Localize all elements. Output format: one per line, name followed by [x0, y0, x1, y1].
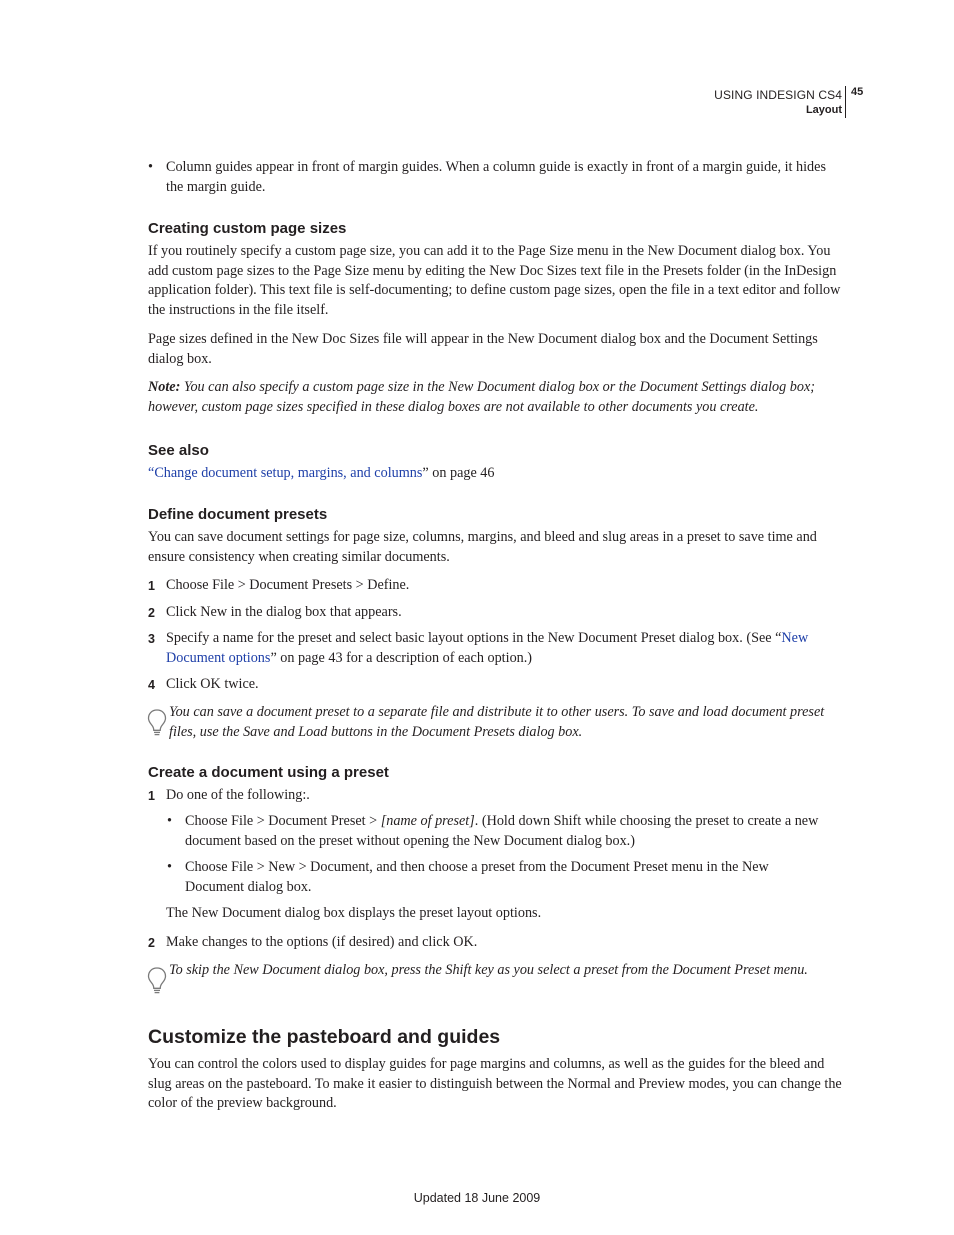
custom-sizes-paragraph-1: If you routinely specify a custom page size, you can add it to the Page Size menu in the New Document dialog box. You add custom page sizes to the Page Size menu by editing the New Doc Sizes text file in the Presets folder (in the InDesign application folder). This text file is self-documenting; to define custom page sizes, open the file in a text editor and follow the instructions in the file itself. — [148, 243, 841, 318]
pasteboard-paragraph: You can control the colors used to display guides for page margins and columns, as well as the guides for the bleed and slug areas on the pasteboard. To make it easier to distinguish between the Normal and Preview modes, you can change the color of the preview background. — [148, 1056, 842, 1112]
step-text: Click OK twice. — [166, 676, 259, 692]
result-text: The New Document dialog box displays the preset layout options. — [166, 905, 542, 921]
custom-sizes-paragraph-2: Page sizes defined in the New Doc Sizes file will appear in the New Document dialog box and the Document Settings dialog box. — [148, 331, 818, 367]
step-text: Click New in the dialog box that appears. — [166, 604, 402, 620]
bullet-marker: • — [148, 159, 153, 175]
see-also-reference — [148, 464, 495, 484]
bullet-1-italic: [name of preset] — [380, 813, 475, 829]
bullet-marker: • — [167, 813, 172, 829]
step-number: 4 — [148, 678, 155, 692]
heading-custom-page-sizes: Creating custom page sizes — [148, 220, 347, 237]
custom-sizes-note — [148, 378, 842, 417]
heading-customize-pasteboard: Customize the pasteboard and guides — [148, 1026, 501, 1048]
header-divider — [845, 86, 846, 118]
see-also-open-quote: “ — [148, 465, 155, 481]
new-document-options-link[interactable]: New — [781, 630, 809, 646]
running-header-section: Layout — [805, 104, 842, 116]
tip-text: To skip the New Document dialog box, press the Shift key as you select a preset from the Document Preset menu. — [169, 962, 808, 978]
tip-text: You can save a document preset to a separate file and distribute it to other users. To save and load document preset files, use the Save and Load buttons in the Document Presets dialog box. — [169, 704, 825, 740]
new-document-options-link[interactable]: Document options — [166, 649, 271, 666]
page-number: 45 — [851, 86, 864, 98]
see-also-link[interactable]: Change document setup, margins, and columns — [154, 465, 423, 481]
step-text: Make changes to the options (if desired) and click OK. — [166, 934, 478, 950]
footer-updated: Updated 18 June 2009 — [413, 1191, 541, 1205]
step-3-post: ” on page 43 for a description of each option.) — [270, 649, 533, 666]
heading-define-presets: Define document presets — [148, 506, 328, 523]
lightbulb-icon — [146, 708, 168, 738]
bullet-1-post: . (Hold down Shift while choosing the preset to create a new document based on the preset without opening the New Document dialog box.) — [185, 813, 819, 849]
step-number: 2 — [148, 936, 155, 950]
see-also-page-ref: ” on page 46 — [422, 465, 495, 481]
presets-intro: You can save document settings for page size, columns, margins, and bleed and slug areas in a preset to save time and ensure consistency when creating similar documents. — [148, 529, 817, 565]
bullet-1-pre: Choose File > Document Preset > — [185, 813, 381, 829]
step-text: Choose File > Document Presets > Define. — [166, 577, 410, 593]
lightbulb-icon — [146, 966, 168, 996]
heading-see-also: See also — [148, 442, 209, 459]
bullet-marker: • — [167, 859, 172, 875]
note-text: You can also specify a custom page size in the New Document dialog box or the Document Settings dialog box; however, custom page sizes specified in these dialog boxes are not available to other documents you create. — [148, 379, 815, 415]
step-number: 1 — [148, 789, 155, 803]
step-number: 3 — [148, 632, 155, 646]
step-number: 1 — [148, 579, 155, 593]
step-text — [166, 629, 836, 668]
step-text: Do one of the following:. — [166, 787, 310, 803]
note-label: Note: — [148, 379, 181, 395]
running-header-title: USING INDESIGN CS4 — [714, 88, 842, 102]
top-bullet-text: Column guides appear in front of margin guides. When a column guide is exactly in front of a margin guide, it hides the margin guide. — [166, 159, 826, 195]
heading-create-using-preset: Create a document using a preset — [148, 764, 389, 781]
sub-bullet-text: Choose File > New > Document, and then choose a preset from the Document Preset menu in the New Document dialog box. — [185, 859, 769, 895]
step-number: 2 — [148, 606, 155, 620]
step-3-pre: Specify a name for the preset and select basic layout options in the New Document Preset dialog box. (See “ — [166, 630, 782, 646]
sub-bullet-text — [185, 812, 842, 851]
